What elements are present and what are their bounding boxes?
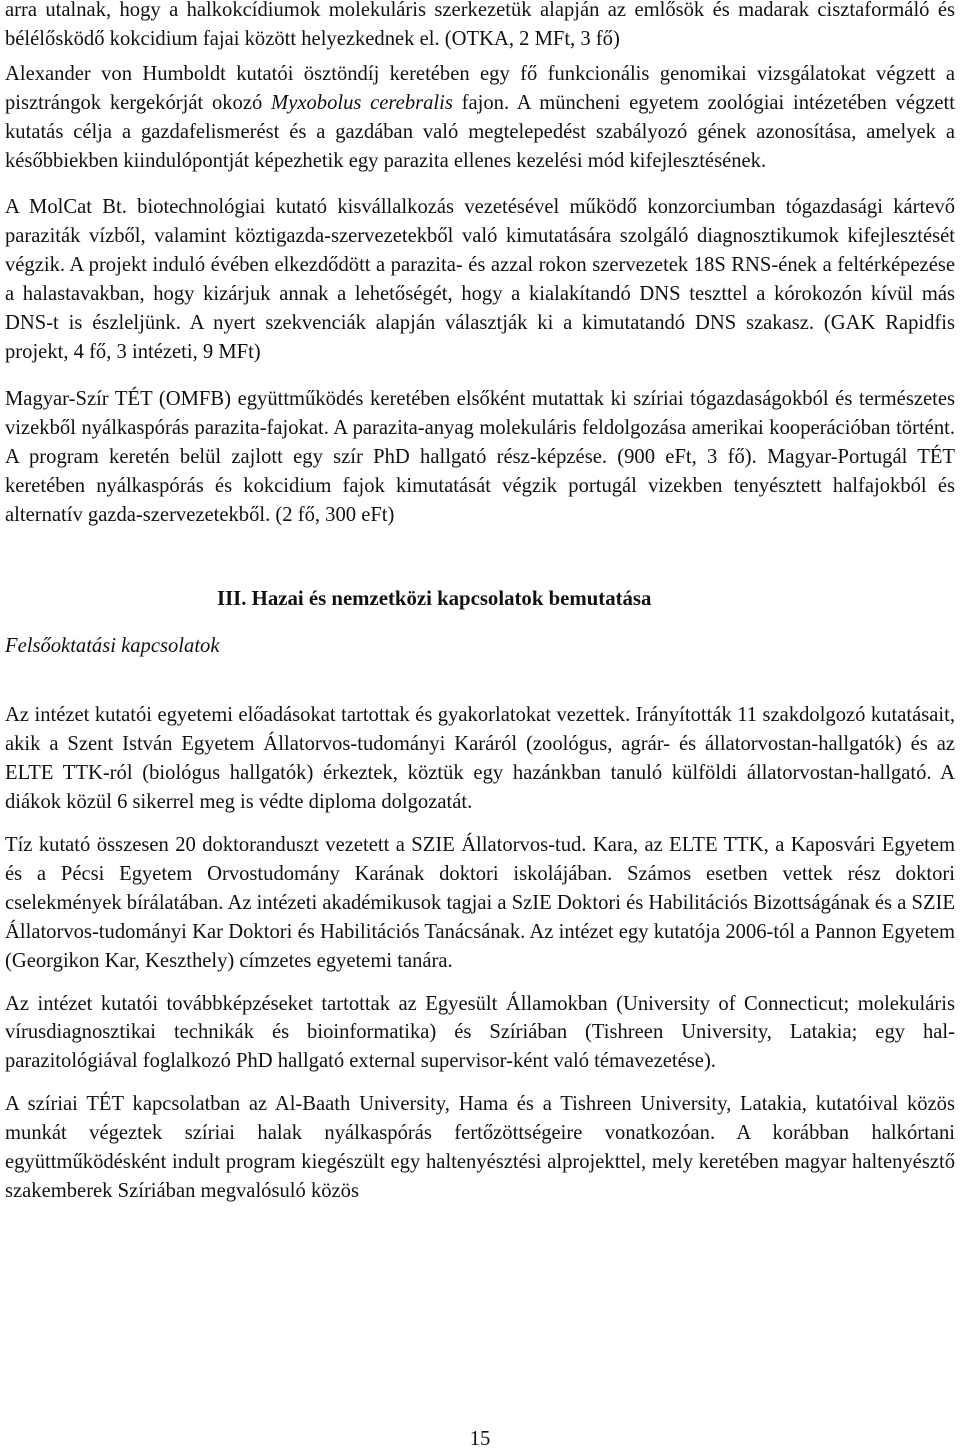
page-number: 15 (469, 1428, 491, 1450)
paragraph-humboldt (5, 60, 955, 176)
paragraph-humboldt-text-a: Alexander von Humboldt kutatói ösztöndíj keretében egy fő funkcionális genomikai vizsgálatokat végzett a pisztrángok kergekórját okozó (5, 62, 955, 114)
document-page (5, 0, 955, 1206)
paragraph-tet: Magyar-Szír TÉT (OMFB) együttműködés keretében elsőként mutattak ki szíriai tógazdaságokból és természetes vizekből nyálkaspórás parazita-fajokat. A parazita-anyag molekuláris feldolgozása amerikai kooperációban történt. A program keretén belül zajlott egy szír PhD hallgató rész-képzése. (900 eFt, 3 fő). Magyar-Portugál TÉT keretében nyálkaspórás és kokcidium fajok kimutatását végzik portugál vizekben tenyésztett halfajokból és alternatív gazda-szervezetekből. (2 fő, 300 eFt) (5, 387, 955, 526)
paragraph-training-abroad: Az intézet kutatói továbbképzéseket tartottak az Egyesült Államokban (University of Connecticut; molekuláris vírusdiagnosztikai technikák és bioinformatika) és Szíriában (Tishreen University, Latakia; egy hal-parazitológiával foglalkozó PhD hallgató external supervisor-ként való témavezetése). (5, 992, 955, 1073)
section-title: III. Hazai és nemzetközi kapcsolatok bemutatása (217, 587, 652, 611)
paragraph-humboldt-text-b: fajon. A müncheni egyetem zoológiai intézetében végzett kutatás célja a gazdafelismerést és a gazdában való megtelepedést szabályozó gének azonosítása, amelyek a későbbiekben kiindulópontját képezhetik egy parazita ellenes kezelési mód kifejlesztésének. (5, 91, 955, 172)
paragraph-syria-tet: A szíriai TÉT kapcsolatban az Al-Baath University, Hama és a Tishreen University, Latakia, kutatóival közös munkát végeztek szíriai halak nyálkaspórás fertőzöttségeire vonatkozóan. A korábban halkórtani együttműködésként indult program kiegészült egy haltenyésztési alprojekttel, mely keretében magyar haltenyésztő szakemberek Szíriában megvalósuló közös (5, 1093, 955, 1202)
paragraph-otka: arra utalnak, hogy a halkokcídiumok molekuláris szerkezetük alapján az emlősök és madarak cisztaformáló és bélélősködő kokcidium fajai között helyezkednek el. (OTKA, 2 MFt, 3 fő) (5, 0, 955, 50)
section-header (5, 577, 955, 697)
species-name: Myxobolus cerebralis (271, 91, 453, 114)
paragraph-university-lectures: Az intézet kutatói egyetemi előadásokat tartottak és gyakorlatokat vezettek. Irányították 11 szakdolgozó kutatásait, akik a Szent István Egyetem Állatorvos-tudományi Karáról (zoológus, agrár- és állatorvostan-hallgatók) és az ELTE TTK-ról (biológus hallgatók) érkeztek, köztük egy hazánkban tanuló külföldi állatorvostan-hallgató. A diákok közül 6 sikerrel meg is védte diploma dolgozatát. (5, 704, 955, 814)
paragraph-doctoral: Tíz kutató összesen 20 doktoranduszt vezetett a SZIE Állatorvos-tud. Kara, az ELTE TTK, a Kaposvári Egyetem és a Pécsi Egyetem Orvostudomány Karának doktori iskolájában. Számos esetben vettek rész doktori cselekmények bírálatában. Az intézeti akadémikusok tagjai a SzIE Doktori és Habilitációs Bizottságának és a SZIE Állatorvos-tudományi Kar Doktori és Habilitációs Tanácsának. Az intézet egy kutatója 2006-tól a Pannon Egyetem (Georgikon Kar, Keszthely) címzetes egyetemi tanára. (5, 834, 955, 972)
section-subtitle: Felsőoktatási kapcsolatok (5, 635, 220, 658)
section-gap (5, 529, 955, 577)
paragraph-molcat: A MolCat Bt. biotechnológiai kutató kisvállalkozás vezetésével működő konzorciumban tógazdasági kártevő paraziták vízből, valamint köztigazda-szervezetekből való kimutatására szolgáló diagnosztikumok kifejlesztését végzik. A projekt induló évében elkezdődött a parazita- és azzal rokon szervezetek 18S RNS-ének a feltérképezése a halastavakban, hogy kizárjuk annak a lehetőségét, hogy a kialakítandó DNS teszttel a kórokozón kívül más DNS-t is észleljünk. A nyert szekvenciák alapján választják ki a kimutatandó DNS szakasz. (GAK Rapidfis projekt, 4 fő, 3 intézeti, 9 MFt) (5, 196, 955, 363)
